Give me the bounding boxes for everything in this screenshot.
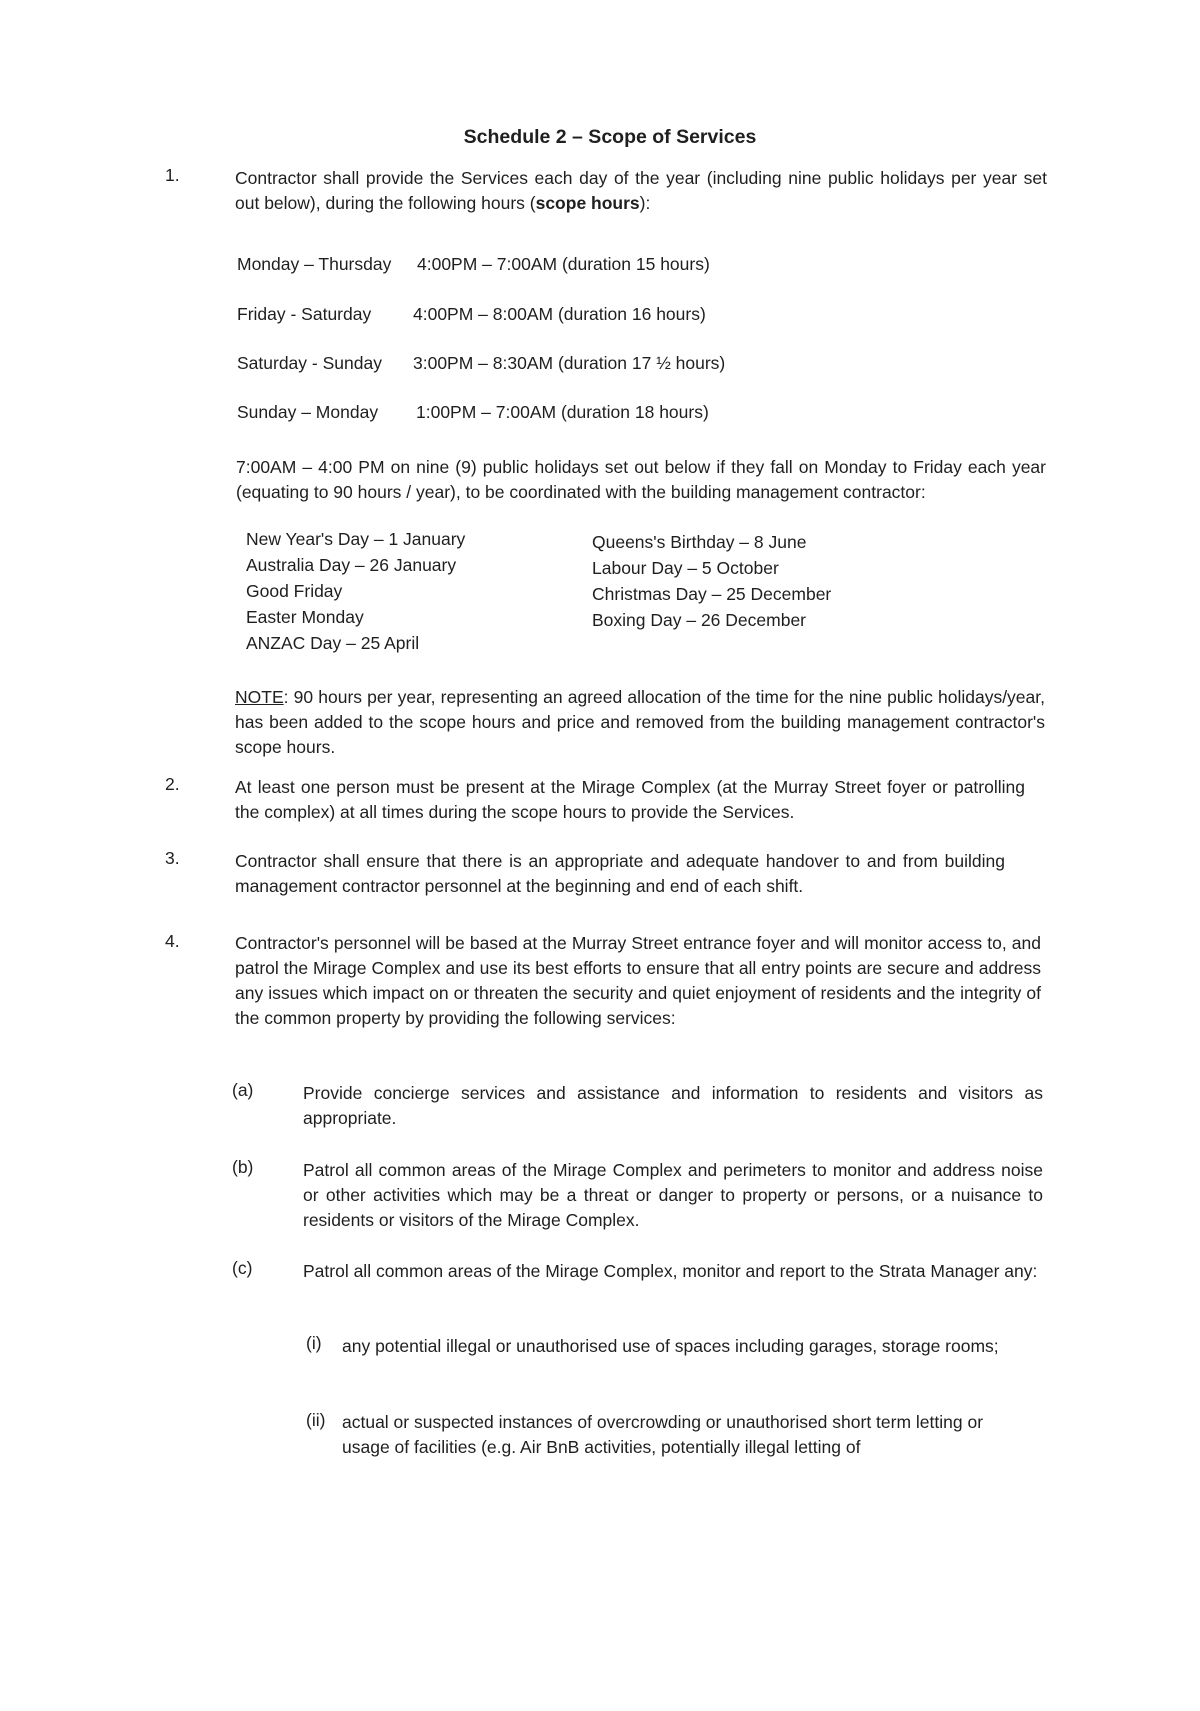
schedule-row [237,400,937,425]
item-1-intro-end: ): [639,193,651,213]
item-1-intro-text: Contractor shall provide the Services each day of the year (including nine public holidays per year set out below), during the following hours ( [235,168,1047,213]
holiday-list-left [246,527,465,657]
item-4c-ii-label: (ii) [306,1410,326,1430]
schedule-row [237,252,937,277]
item-4b-text: Patrol all common areas of the Mirage Complex and perimeters to monitor and address noise or other activities which may be a threat or danger to property or persons, or a nuisance to residents or visitors of the Mirage Complex. [303,1160,1043,1230]
schedule-row [237,302,937,327]
holiday-item: New Year's Day – 1 January [246,529,466,549]
item-4c-i-text: any potential illegal or unauthorised use of spaces including garages, storage rooms; [342,1336,999,1356]
item-4b-label: (b) [232,1157,254,1177]
holiday-item: Christmas Day – 25 December [592,584,832,604]
item-4-text: Contractor's personnel will be based at the Murray Street entrance foyer and will monitor access to, and patrol the Mirage Complex and use its best efforts to ensure that all entry points are secure and address any issues which impact on or threaten the security and quiet enjoyment of residents and the integrity of the common property by providing the following services: [235,933,1041,1028]
item-4-number: 4. [165,931,180,951]
item-4c-ii-text: actual or suspected instances of overcrowding or unauthorised short term letting or usage of facilities (e.g. Air BnB activities, potentially illegal letting of [342,1412,984,1457]
item-4c-label: (c) [232,1258,253,1278]
scope-hours-term: scope hours [535,193,640,213]
item-4c-i-label: (i) [306,1333,322,1353]
schedule-days: Monday – Thursday [237,254,392,274]
item-3-number: 3. [165,848,180,868]
item-4a-text: Provide concierge services and assistance and information to residents and visitors as appropriate. [303,1083,1043,1128]
schedule-hours: 3:00PM – 8:30AM (duration 17 ½ hours) [413,353,726,373]
item-1-intro [235,166,1047,216]
schedule-days: Friday - Saturday [237,304,372,324]
item-4c-text: Patrol all common areas of the Mirage Complex, monitor and report to the Strata Manager any: [303,1261,1038,1281]
item-3-text: Contractor shall ensure that there is an appropriate and adequate handover to and from building management contractor personnel at the beginning and end of each shift. [235,851,1005,896]
page-title: Schedule 2 – Scope of Services [463,126,757,148]
holiday-item: Boxing Day – 26 December [592,610,806,630]
schedule-row [237,351,937,376]
schedule-hours: 1:00PM – 7:00AM (duration 18 hours) [416,402,709,422]
holiday-paragraph: 7:00AM – 4:00 PM on nine (9) public holidays set out below if they fall on Monday to Friday each year (equating to 90 hours / year), to be coordinated with the building management contractor: [236,457,1046,502]
holiday-item: Easter Monday [246,607,364,627]
item-1-number: 1. [165,165,180,185]
holiday-list-right [592,530,831,634]
note-paragraph [235,685,1045,760]
item-4a-label: (a) [232,1080,254,1100]
note-label: NOTE [235,687,284,707]
holiday-item: ANZAC Day – 25 April [246,633,420,653]
schedule-days: Saturday - Sunday [237,353,382,373]
holiday-item: Good Friday [246,581,343,601]
item-2-text: At least one person must be present at the Mirage Complex (at the Murray Street foyer or patrolling the complex) at all times during the scope hours to provide the Services. [235,777,1025,822]
holiday-item: Labour Day – 5 October [592,558,779,578]
schedule-hours: 4:00PM – 7:00AM (duration 15 hours) [417,254,710,274]
note-text: : 90 hours per year, representing an agreed allocation of the time for the nine public holidays/year, has been added to the scope hours and price and removed from the building management contractor's scope hours. [235,687,1045,757]
item-2-number: 2. [165,774,180,794]
schedule-days: Sunday – Monday [237,402,379,422]
holiday-item: Queens's Birthday – 8 June [592,532,807,552]
schedule-hours: 4:00PM – 8:00AM (duration 16 hours) [413,304,706,324]
holiday-item: Australia Day – 26 January [246,555,457,575]
